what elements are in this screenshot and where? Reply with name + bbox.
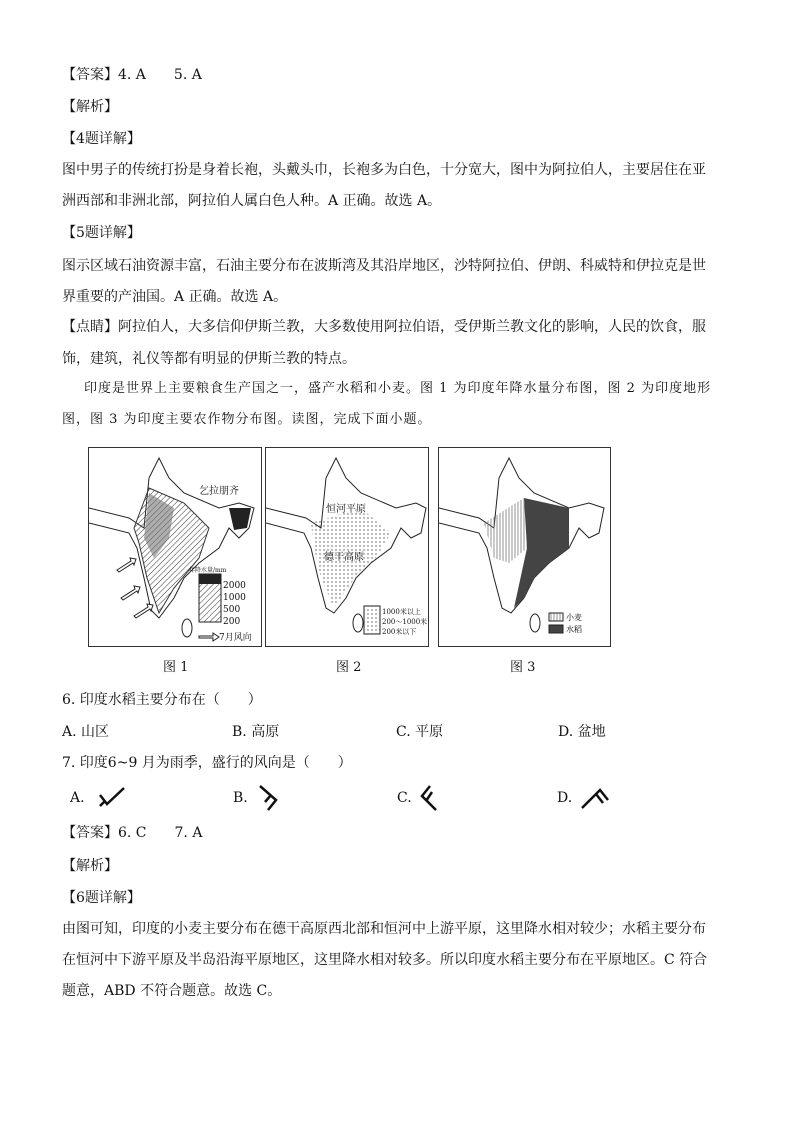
figure-3-crop-map: [438, 447, 611, 647]
analysis-heading: 【解析】: [62, 99, 118, 115]
q7-option-b: B.: [233, 790, 248, 806]
wind-symbol-b-icon: [254, 782, 284, 812]
legend-rice: 水稻: [566, 625, 582, 634]
q5-text-2: 界重要的产油国。A 正确。故选 A。: [62, 289, 288, 305]
q7-option-d: D.: [557, 790, 573, 806]
answer-4-5: 【答案】4. A 5. A: [62, 67, 202, 83]
q6-option-a: A. 山区: [62, 724, 110, 740]
q7-stem: 7. 印度6~9 月为雨季，盛行的风向是（ ）: [62, 755, 352, 771]
q4-text-2: 洲西部和非洲北部，阿拉伯人属白色人种。A 正确。故选 A。: [62, 193, 442, 209]
legend-below-200: 200米以下: [382, 628, 417, 636]
legend-200-1000: 200～1000米: [382, 618, 428, 626]
q6-option-b: B. 高原: [232, 724, 280, 740]
tip-text-1: 【点睛】阿拉伯人，大多信仰伊斯兰教，大多数使用阿拉伯语，受伊斯兰教文化的影响，人民的饮食，服: [62, 319, 706, 335]
q4-title: 【4题详解】: [62, 131, 141, 147]
india-rainfall-map: [89, 448, 261, 646]
answer-6-7: 【答案】6. C 7. A: [62, 825, 203, 841]
legend-500: 500: [223, 605, 241, 615]
legend-200: 200: [223, 617, 241, 627]
figure-2-terrain-map: [265, 447, 429, 647]
q5-text-1: 图示区域石油资源丰富，石油主要分布在波斯湾及其沿岸地区，沙特阿拉伯、伊朗、科威特和伊拉克是世: [62, 258, 706, 274]
india-terrain-map: [266, 448, 428, 646]
ganges-plain-label: 恒河平原: [326, 504, 366, 515]
wind-symbol-c-icon: [414, 782, 444, 812]
legend-2000: 2000: [223, 581, 246, 591]
q6-option-d: D. 盆地: [558, 724, 606, 740]
q6-text-1: 由图可知，印度的小麦主要分布在德干高原西北部和恒河中上游平原，这里降水相对较少；水稻主要分布: [62, 921, 706, 937]
q7-option-c: C.: [397, 790, 412, 806]
q6-stem: 6. 印度水稻主要分布在（ ）: [62, 692, 262, 708]
q6-text-2: 在恒河中下游平原及半岛沿海平原地区，这里降水相对较多。所以印度水稻主要分布在平原地区。C 符合: [62, 952, 708, 968]
figure-1-caption: 图 1: [163, 660, 189, 675]
wind-legend-label: 7月风向: [219, 633, 252, 643]
cherrapunji-label: 乞拉朋齐: [199, 486, 239, 497]
q5-title: 【5题详解】: [62, 225, 141, 241]
wind-symbol-d-icon: [578, 782, 614, 812]
legend-wheat: 小麦: [566, 613, 582, 622]
intro-text-1: 印度是世界上主要粮食生产国之一，盛产水稻和小麦。图 1 为印度年降水量分布图，图 2 为印度地形: [84, 381, 712, 396]
wind-symbol-a-icon: [94, 782, 130, 812]
legend-1000: 1000: [223, 593, 246, 603]
figure-2-caption: 图 2: [336, 660, 362, 675]
q7-option-a: A.: [70, 790, 85, 806]
legend-title: 年降水量/mm: [189, 567, 227, 574]
legend-above-1000: 1000米以上: [382, 608, 421, 616]
figure-3-caption: 图 3: [510, 660, 536, 675]
q4-text-1: 图中男子的传统打扮是身着长袍，头戴头巾，长袍多为白色，十分宽大，图中为阿拉伯人，主要居住在亚: [62, 162, 706, 178]
india-crop-map: [439, 448, 610, 646]
q6-title: 【6题详解】: [62, 890, 141, 906]
tip-text-2: 饰，建筑，礼仪等都有明显的伊斯兰教的特点。: [62, 351, 356, 367]
deccan-plateau-label: 德干高原: [324, 552, 364, 563]
q6-option-c: C. 平原: [396, 724, 444, 740]
analysis-heading-2: 【解析】: [62, 858, 118, 874]
intro-text-2: 图，图 3 为印度主要农作物分布图。读图，完成下面小题。: [62, 412, 432, 427]
q6-text-3: 题意，ABD 不符合题意。故选 C。: [62, 983, 282, 999]
figure-1-rainfall-map: [88, 447, 262, 647]
